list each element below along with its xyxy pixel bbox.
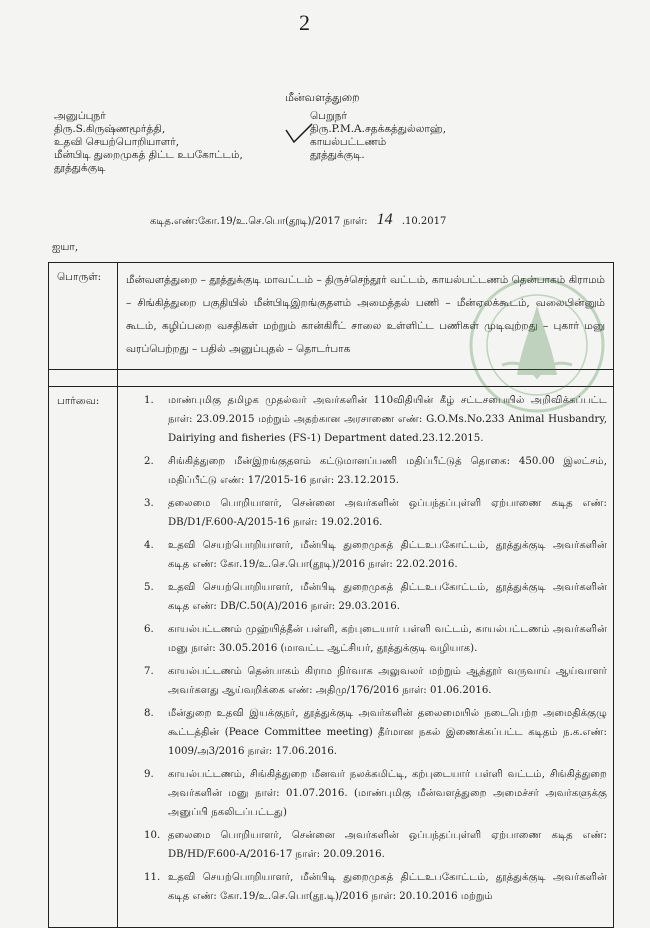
spacer-row [49, 370, 614, 387]
reference-item: 6. காயல்பட்டணம் முஹ்யித்தீன் பள்ளி, கற்புடையார் பள்ளி வட்டம், காயல்பட்டணம் அவர்களின் மனு நாள்: 30.05.2016 (மாவட்ட ஆட்சியர், தூத்துக்குடி வழியாக). [144, 624, 607, 654]
references-label: பார்வை: [49, 387, 118, 928]
page-number: 2 [299, 10, 310, 35]
reference-item: 5. உதவி செயற்பொறியாளர், மீன்பிடி துறைமுகத் திட்டஉபகோட்டம், தூத்துக்குடி அவர்களின் கடித எண்: DB/C.50(A)/2016 நாள்: 29.03.2016. [144, 582, 607, 612]
recipient-block [310, 110, 446, 162]
reference-item: 8. மீன்துறை உதவி இயக்குநர், தூத்துக்குடி அவர்களின் தலைமையில் நடைபெற்ற அமைதிக்குழு கூட்டத்தின் (Peace Committee meeting) தீர்மான நகல் இணைக்கப்பட்ட கடிதம் ந.க.எண்: 1009/அ3/2016 நாள்: 17.06.2016. [144, 708, 607, 757]
letter-ref-day: 14 [376, 211, 393, 228]
references-cell [118, 387, 614, 928]
subject-text: மீன்வளத்துறை – தூத்துக்குடி மாவட்டம் – திருச்செந்தூர் வட்டம், காயல்பட்டணம் தென்பாகம் கிராமம் – சிங்கித்துறை பகுதியில் மீன்பிடிஇறங்குதளம் அமைத்தல் பணி – மீன்ஏலக்கூடம், வலைபின்னும் கூடம், கழிப்பறை வசதிகள் மற்றும் கான்கிரீட் சாலை உள்ளிட்ட பணிகள் முடிவுற்றது – புகார் மனு வரப்பெற்றது – பதில் அனுப்புதல் – தொடர்பாக [118, 263, 614, 370]
reference-item: 10. தலைமை பொறியாளர், சென்னை அவர்களின் ஒப்பந்தப்புள்ளி ஏற்பாணை கடித எண்: DB/HD/F.600-A/2016-17 நாள்: 20.09.2016. [144, 830, 607, 860]
references-list [122, 391, 607, 906]
sender-block [54, 110, 243, 175]
letter-ref-prefix: கடித.எண்:கோ.19/உ.செ.பொ(தூடி)/2017 நாள்: [150, 216, 368, 227]
salutation: ஐயா, [52, 241, 79, 253]
reference-item: 1. மாண்புமிகு தமிழக முதல்வர் அவர்களின் 110விதியின் கீழ் சட்டசபையில் அறிவிக்கப்பட்ட நாள்: 23.09.2015 மற்றும் அதற்கான அரசாணை எண்: G.O.Ms.No.233 Animal Husbandry, Dairiying and fisheries (FS-1) Department dated.23.12.2015. [144, 395, 607, 444]
subject-label: பொருள்: [49, 263, 118, 370]
reference-item: 3. தலைமை பொறியாளர், சென்னை அவர்களின் ஒப்பந்தப்புள்ளி ஏற்பாணை கடித எண்: DB/D1/F.600-A/2015-16 நாள்: 19.02.2016. [144, 498, 607, 528]
sender-line: திரு.S.கிருஷ்ணமூர்த்தி, [54, 123, 166, 135]
subject-row [49, 263, 614, 370]
letter-ref-suffix: .10.2017 [401, 216, 447, 227]
sender-line: மீன்பிடி துறைமுகத் திட்ட உபகோட்டம், [54, 149, 243, 161]
sender-line: தூத்துக்குடி [54, 162, 106, 174]
reference-item: 7. காயல்பட்டணம் தென்பாகம் கிராம நிர்வாக அலுவலர் மற்றும் ஆத்தூர் வருவாய் ஆய்வாளர் அவர்களது ஆய்வறிக்கை எண்: அதிமு/176/2016 நாள்: 01.06.2016. [144, 666, 607, 696]
references-row [49, 387, 614, 928]
reference-item: 4. உதவி செயற்பொறியாளர், மீன்பிடி துறைமுகத் திட்டஉபகோட்டம், தூத்துக்குடி அவர்களின் கடித எண்: கோ.19/உ.செ.பொ(தூடி)/2016 நாள்: 22.02.2016. [144, 540, 607, 570]
recipient-line: தூத்துக்குடி. [310, 149, 365, 161]
sender-heading: அனுப்புநர் [54, 110, 106, 122]
recipient-line: காயல்பட்டணம் [310, 136, 387, 148]
subject-reference-table [48, 262, 614, 928]
reference-item: 9. காயல்பட்டணம், சிங்கித்துறை மீனவர் நலக்கமிட்டி, கற்புடையார் பள்ளி வட்டம், சிங்கித்துறை அவர்களின் மனு நாள்: 01.07.2016. (மாண்புமிகு மீன்வளத்துறை அமைச்சர் அவர்களுக்கு அனுப்பி நகலிடப்பட்டது) [144, 769, 607, 818]
department-heading: மீன்வளத்துறை [285, 91, 360, 104]
reference-item: 11. உதவி செயற்பொறியாளர், மீன்பிடி துறைமுகத் திட்டஉபகோட்டம், தூத்துக்குடி அவர்களின் கடித எண்: கோ.19/உ.செ.பொ(தூ.டி)/2016 நாள்: 20.10.2016 மற்றும் [144, 872, 607, 902]
letter-reference [150, 211, 446, 229]
recipient-heading: பெறுநர் [310, 110, 347, 122]
reference-item: 2. சிங்கித்துறை மீன்இறங்குதளம் கட்டுமானப்பணி மதிப்பீட்டுத் தொகை: 450.00 இலட்சம், மதிப்பீட்டு எண்: 17/2015-16 நாள்: 23.12.2015. [144, 456, 607, 486]
recipient-line: திரு.P.M.A.சதக்கத்துல்லாஹ், [310, 123, 447, 135]
sender-line: உதவி செயற்பொறியாளர், [54, 136, 180, 148]
